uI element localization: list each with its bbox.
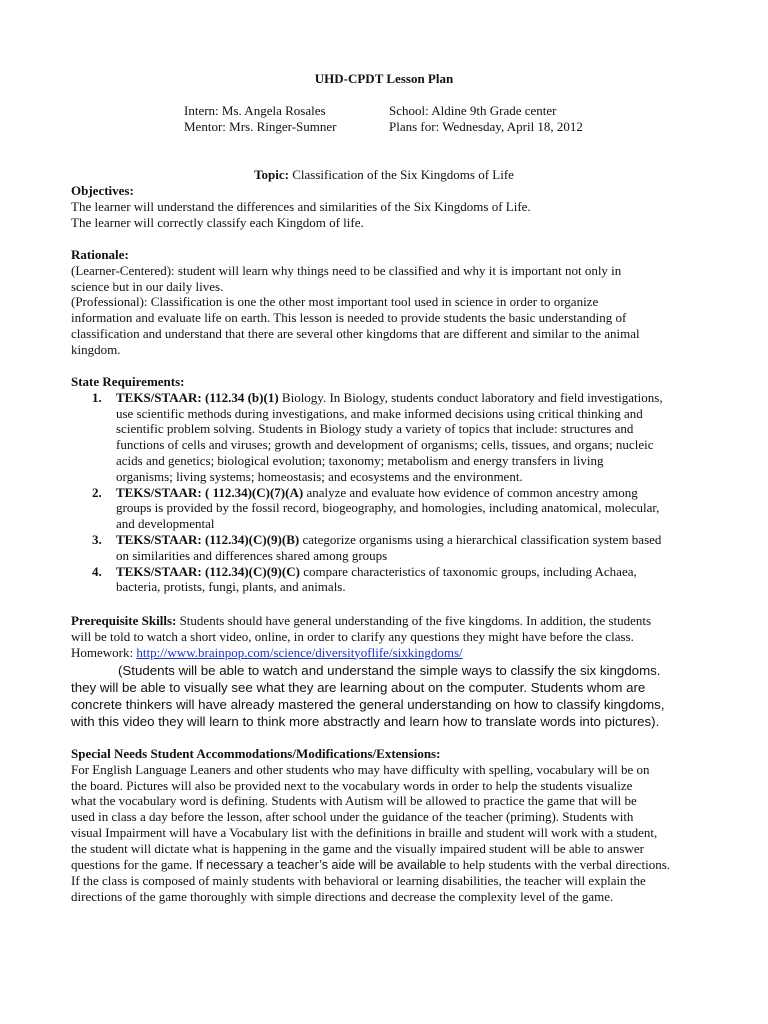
requirement-item [71, 564, 711, 596]
state-requirements-section [71, 374, 711, 595]
rationale-prof-line-4: kingdom. [71, 341, 121, 357]
special-needs-text: used in class a day before the lesson, after school under the guidance of the teacher (priming). Students with [71, 809, 634, 825]
requirement-text: scientific problem solving. Students in Biology study a variety of topics that include: structures and [116, 421, 634, 437]
prerequisite-note-line: concrete thinkers will have already mastered the general understanding on how to classify kingdoms, [71, 697, 665, 712]
requirement-label: TEKS/STAAR: [116, 563, 202, 579]
requirement-text: acids and genetics; biological evolution; taxonomy; metabolism and energy transfers in living [116, 452, 604, 468]
special-needs-aide-note: If necessary a teacher’s aide will be available [192, 857, 447, 872]
requirement-item [71, 485, 711, 532]
objectives-heading: Objectives: [71, 183, 134, 198]
requirement-text: and developmental [116, 516, 215, 532]
objectives-section [71, 183, 711, 230]
school-line: School: Aldine 9th Grade center [389, 103, 557, 118]
requirement-number: 3. [92, 531, 102, 547]
rationale-prof-line-1: (Professional): Classification is one the other most important tool used in science in order to organize [71, 294, 599, 310]
prerequisite-note [71, 662, 731, 730]
requirement-code: (112.34)(C)(9)(C) [201, 563, 300, 579]
special-needs-text: visual Impairment will have a Vocabulary list with the definitions in braille and student will work with a student, [71, 824, 658, 840]
requirement-text: categorize organisms using a hierarchical classification system based [299, 531, 662, 547]
requirement-label: TEKS/STAAR: [116, 531, 202, 547]
prerequisite-heading: Prerequisite Skills: [71, 613, 177, 628]
rationale-prof-line-3: classification and understand that there are several other kingdoms that are different and similar to the animal [71, 325, 640, 341]
special-needs-text: questions for the game. [71, 856, 193, 872]
requirement-number: 4. [92, 563, 102, 579]
requirement-number: 1. [92, 389, 102, 405]
requirement-label: TEKS/STAAR: [116, 484, 202, 500]
requirement-code: ( 112.34)(C)(7)(A) [201, 484, 304, 500]
requirement-text: Biology. In Biology, students conduct laboratory and field investigations, [278, 389, 663, 405]
special-needs-text: For English Language Leaners and other students who may have difficulty with spelling, vocabulary will be on [71, 761, 650, 777]
topic-line [0, 167, 768, 183]
special-needs-text: what the vocabulary word is defining. Students with Autism will be allowed to practice the game that will be [71, 793, 637, 809]
prerequisite-text: Students should have general understanding of the five kingdoms. In addition, the students [176, 613, 652, 628]
prerequisite-text: will be told to watch a short video, online, in order to clarify any questions they might have before the class. [71, 628, 634, 644]
prerequisite-note-line: with this video they will learn to think more abstractly and learn how to translate words into pictures). [71, 714, 660, 729]
requirement-text: groups is provided by the fossil record, biogeography, and homologies, including anatomical, molecular, [116, 500, 660, 516]
special-needs-text: to help students with the verbal directions. [446, 856, 671, 872]
homework-link[interactable]: http://www.brainpop.com/science/diversityoflife/sixkingdoms/ [136, 644, 463, 660]
objective-1: The learner will understand the differences and similarities of the Six Kingdoms of Life. [71, 198, 531, 214]
requirement-text: on similarities and differences shared among groups [116, 547, 388, 563]
requirement-text: organisms; living systems; homeostasis; and ecosystems and the environment. [116, 468, 523, 484]
rationale-section [71, 247, 711, 358]
requirement-text: analyze and evaluate how evidence of common ancestry among [303, 484, 638, 500]
rationale-learner-line-1: (Learner-Centered): student will learn why things need to be classified and why it is important not only in [71, 262, 622, 278]
requirement-text: functions of cells and viruses; growth and development of organisms; cells, tissues, and organs; nucleic [116, 437, 654, 453]
requirement-text: bacteria, protists, fungi, plants, and animals. [116, 579, 346, 595]
requirement-label: TEKS/STAAR: [116, 389, 202, 405]
requirement-number: 2. [92, 484, 102, 500]
requirement-code: (112.34)(C)(9)(B) [201, 531, 300, 547]
requirement-code: (112.34 (b)(1) [201, 389, 279, 405]
homework-label: Homework: [71, 644, 137, 660]
topic-value: Classification of the Six Kingdoms of Life [288, 167, 514, 182]
requirement-item [71, 532, 711, 564]
prerequisite-section [71, 613, 711, 660]
special-needs-text: the board. Pictures will also be provided next to the vocabulary words in order to help the students visualize [71, 777, 633, 793]
state-requirements-heading: State Requirements: [71, 374, 185, 389]
topic-label: Topic: [254, 167, 289, 182]
requirements-list [71, 390, 711, 595]
prerequisite-note-line: (Students will be able to watch and understand the simple ways to classify the six kingdoms. [118, 663, 661, 678]
rationale-heading: Rationale: [71, 247, 129, 262]
mentor-line: Mentor: Mrs. Ringer-Sumner [184, 119, 337, 134]
document-title: UHD-CPDT Lesson Plan [314, 71, 454, 86]
requirement-text: use scientific methods during investigations, and make informed decisions using critical thinking and [116, 405, 643, 421]
requirement-item [71, 390, 711, 485]
special-needs-section [71, 746, 731, 905]
special-needs-text: If the class is composed of mainly students with behavioral or learning disabilities, the teacher will explain the [71, 873, 646, 889]
special-needs-text: the student will dictate what is happening in the game and the visually impaired student will be able to answer [71, 840, 644, 856]
intern-line: Intern: Ms. Angela Rosales [184, 103, 326, 118]
objective-2: The learner will correctly classify each Kingdom of life. [71, 214, 364, 230]
special-needs-text: directions of the game thoroughly with simple directions and decrease the complexity level of the game. [71, 889, 614, 905]
rationale-prof-line-2: information and evaluate life on earth. This lesson is needed to provide students the basic understanding of [71, 310, 627, 326]
requirement-text: compare characteristics of taxonomic groups, including Achaea, [299, 563, 637, 579]
prerequisite-note-line: they will be able to visually see what they are learning about on the computer. Students whom are [71, 680, 646, 695]
plans-for-line: Plans for: Wednesday, April 18, 2012 [389, 119, 583, 134]
special-needs-heading: Special Needs Student Accommodations/Modifications/Extensions: [71, 746, 441, 761]
rationale-learner-line-2: science but in our daily lives. [71, 278, 224, 294]
